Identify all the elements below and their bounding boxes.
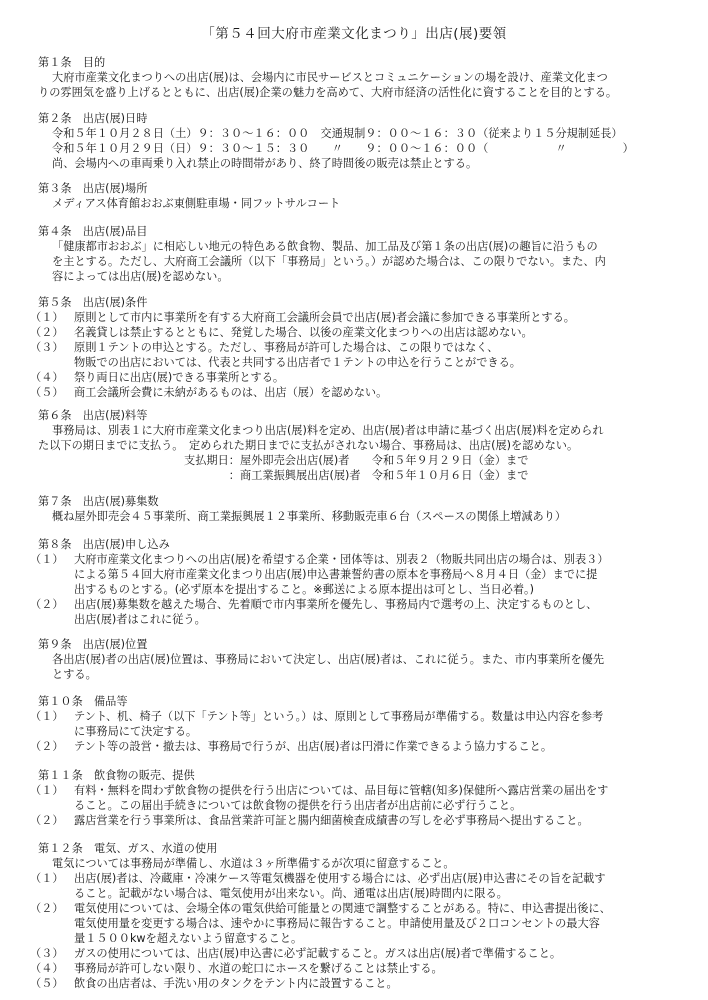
article-2-line: 尚、会場内への車両乗り入れ禁止の時間帯があり、終了時間後の販売は禁止とする。 <box>52 157 478 170</box>
article-4-heading: 第４条 出店(展)品目 <box>38 225 148 238</box>
item-text: 原則として市内に事業所を有する大府商工会議所会員で出店(展)者会議に参加できる事業所とする。 <box>74 311 575 324</box>
item-number: （１） <box>30 872 64 885</box>
item-number: （２） <box>30 326 64 339</box>
item-text: ること。記載がない場合は、電気使用が出来ない。尚、通電は出店(展)時間内に限る。 <box>74 887 508 900</box>
article-5-heading: 第５条 出店(展)条件 <box>38 296 148 309</box>
list-item <box>30 340 678 370</box>
item-text: テント等の設営・撤去は、事務局で行うが、出店(展)者は円滑に作業できるよう協力すること。 <box>74 740 553 753</box>
article-3-heading: 第３条 出店(展)場所 <box>38 182 148 195</box>
item-number: （３） <box>30 341 64 354</box>
article-4-line: 「健康都市おおぶ」に相応しい地元の特色ある飲食物、製品、加工品及び第１条の出店(展)の趣旨に沿うもの <box>52 240 598 253</box>
article-2-heading: 第２条 出店(展)日時 <box>38 112 148 125</box>
item-text: 商工会議所会費に未納があるものは、出店（展）を認めない。 <box>74 386 388 399</box>
article-4-line: 容によっては出店(展)を認めない。 <box>52 270 229 283</box>
item-number: （４） <box>30 962 64 975</box>
list-item <box>30 597 678 627</box>
item-number: （５） <box>30 977 64 990</box>
article-7-line: 概ね屋外即売会４５事業所、商工業振興展１２事業所、移動販売車６台（スペースの関係上増減あり） <box>52 510 567 523</box>
item-number: （２） <box>30 740 64 753</box>
item-number: （２） <box>30 598 64 611</box>
article-9-heading: 第９条 出店(展)位置 <box>38 638 148 651</box>
item-text: 有料・無料を問わず飲食物の提供を行う出店については、品目毎に管轄(知多)保健所へ露店営業の届出をす <box>74 784 609 797</box>
item-text: 名義貸しは禁止するとともに、発覚した場合、以後の産業文化まつりへの出店は認めない。 <box>74 326 533 339</box>
article-1-line: 大府市産業文化まつりへの出店(展)は、会場内に市民サービスとコミュニケーションの場を設け、産業文化まつ <box>52 71 608 84</box>
list-item <box>30 946 678 961</box>
list-item <box>30 552 678 597</box>
item-text: テント、机、椅子（以下「テント等」という。）は、原則として事務局が準備する。数量は申込内容を参考 <box>74 710 604 723</box>
item-number: （５） <box>30 386 64 399</box>
article-4-line: を主とする。ただし、大府商工会議所（以下「事務局」という。）が認めた場合は、この限りでない。また、内 <box>52 255 606 268</box>
article-12-heading: 第１２条 電気、ガス、水道の使用 <box>38 842 218 855</box>
item-text: による第５４回大府市産業文化まつり出店(展)申込書兼誓約書の原本を事務局へ８月４日（金）までに提 <box>74 568 598 581</box>
article-6-heading: 第６条 出店(展)料等 <box>38 409 148 422</box>
item-text: 電気使用については、会場全体の電気供給可能量との関連で調整することがある。特に、申込書提出後に、 <box>74 902 611 915</box>
article-12-intro: 電気については事務局が準備し、水道は３ヶ所準備するが次項に留意すること。 <box>52 857 455 870</box>
list-item <box>30 871 678 901</box>
payment-label: ： <box>228 469 240 482</box>
item-number: （１） <box>30 784 64 797</box>
payment-deadlines <box>160 453 678 483</box>
article-11-heading: 第１１条 飲食物の販売、提供 <box>38 769 195 782</box>
list-item <box>30 739 678 754</box>
item-text: 原則１テントの申込とする。ただし、事務局が許可した場合は、この限りではなく、 <box>74 341 499 354</box>
article-2 <box>38 111 678 171</box>
payment-value: 屋外即売会出店(展)者 令和５年９月２９日（金）まで <box>240 454 529 467</box>
item-text: に事務局にて決定する。 <box>74 725 198 738</box>
article-12 <box>30 841 678 991</box>
article-8-heading: 第８条 出店(展)申し込み <box>38 538 170 551</box>
list-item <box>30 385 678 400</box>
article-1 <box>38 55 678 100</box>
list-item <box>30 310 678 325</box>
item-text: 飲食の出店者は、手洗い用のタンクをテント内に設置すること。 <box>74 977 398 990</box>
article-10 <box>30 694 678 754</box>
item-text: 祭り両日に出店(展)できる事業所とする。 <box>74 371 285 384</box>
payment-row <box>160 468 678 483</box>
payment-value: 商工業振興展出店(展)者 令和５年１０月６日（金）まで <box>240 469 529 482</box>
item-number: （１） <box>30 710 64 723</box>
article-2-line: 令和５年１０月２９日（日）９：３０～１５：３０ 〃 ９：００～１６：００（ 〃 ） <box>52 142 634 155</box>
item-number: （１） <box>30 311 64 324</box>
item-text: 出店(展)者は、冷蔵庫・冷凍ケース等電気機器を使用する場合には、必ず出店(展)申込書にその旨を記載す <box>74 872 606 885</box>
item-text: 物販での出店においては、代表と共同する出店者で１テントの申込を行うことができる。 <box>74 356 521 369</box>
article-11 <box>30 768 678 828</box>
item-number: （３） <box>30 947 64 960</box>
article-6 <box>38 408 678 483</box>
item-text: 事務局が許可しない限り、水道の蛇口にホースを繋げることは禁止する。 <box>74 962 443 975</box>
list-item <box>30 709 678 739</box>
item-text: 出店(展)者はこれに従う。 <box>74 613 206 626</box>
payment-label: 支払期日： <box>184 454 240 467</box>
item-text: 大府市産業文化まつりへの出店(展)を希望する企業・団体等は、別表２（物販共同出店の場合は、別表３） <box>74 553 609 566</box>
article-2-line: 令和５年１０月２８日（土）９：３０～１６：００ 交通規制９：００～１６：３０（従来より１５分規制延長） <box>52 127 623 140</box>
article-7-heading: 第７条 出店(展)募集数 <box>38 495 159 508</box>
item-number: （１） <box>30 553 64 566</box>
item-text: 電気使用量を変更する場合は、速やかに事務局に報告すること。申請使用量及び２口コンセントの最大容 <box>74 917 600 930</box>
article-10-heading: 第１０条 備品等 <box>38 695 128 708</box>
document-title: 「第５４回大府市産業文化まつり」出店(展)要領 <box>201 26 507 42</box>
list-item <box>30 325 678 340</box>
article-4 <box>38 224 678 284</box>
list-item <box>30 813 678 828</box>
payment-row <box>160 453 678 468</box>
list-item <box>30 976 678 991</box>
article-7 <box>38 494 678 524</box>
article-3-line: メディアス体育館おおぶ東側駐車場・同フットサルコート <box>52 197 341 210</box>
list-item <box>30 783 678 813</box>
item-text: 量１５００kwを超えないよう留意すること。 <box>74 932 303 945</box>
item-text: 露店営業を行う事業所は、食品営業許可証と腸内細菌検査成績書の写しを必ず事務局へ提出すること。 <box>74 814 589 827</box>
article-6-line: た以下の期日までに支払う。 定められた期日までに支払がされない場合、事務局は、出店(展)を認めない。 <box>38 439 579 452</box>
item-number: （２） <box>30 902 64 915</box>
item-text: 出するものとする。(必ず原本を提出すること。※郵送による原本提出は可とし、当日必着。) <box>74 583 535 596</box>
item-number: （２） <box>30 814 64 827</box>
list-item <box>30 961 678 976</box>
article-1-line: りの雰囲気を盛り上げるとともに、出店(展)企業の魅力を高めて、大府市経済の活性化に資することを目的とする。 <box>38 86 618 99</box>
article-5 <box>30 295 678 400</box>
item-text: 出店(展)募集数を越えた場合、先着順で市内事業所を優先し、事務局内で選考の上、決定するものとし、 <box>74 598 598 611</box>
list-item <box>30 901 678 946</box>
list-item <box>30 370 678 385</box>
article-1-heading: 第１条 目的 <box>38 56 106 69</box>
article-9-line: 各出店(展)者の出店(展)位置は、事務局において決定し、出店(展)者は、これに従う。また、市内事業所を優先 <box>52 653 605 666</box>
article-9-line: とする。 <box>52 668 97 681</box>
item-text: ること。この届出手続きについては飲食物の提供を行う出店者が出店前に必ず行うこと。 <box>74 799 522 812</box>
article-6-line: 事務局は、別表１に大府市産業文化まつり出店(展)料を定め、出店(展)者は申請に基づく出店(展)料を定められ <box>52 424 604 437</box>
article-3 <box>38 181 678 211</box>
item-number: （４） <box>30 371 64 384</box>
article-9 <box>38 637 678 682</box>
article-8 <box>30 537 678 627</box>
item-text: ガスの使用については、出店(展)申込書に必ず記載すること。ガスは出店(展)者で準備すること。 <box>74 947 562 960</box>
